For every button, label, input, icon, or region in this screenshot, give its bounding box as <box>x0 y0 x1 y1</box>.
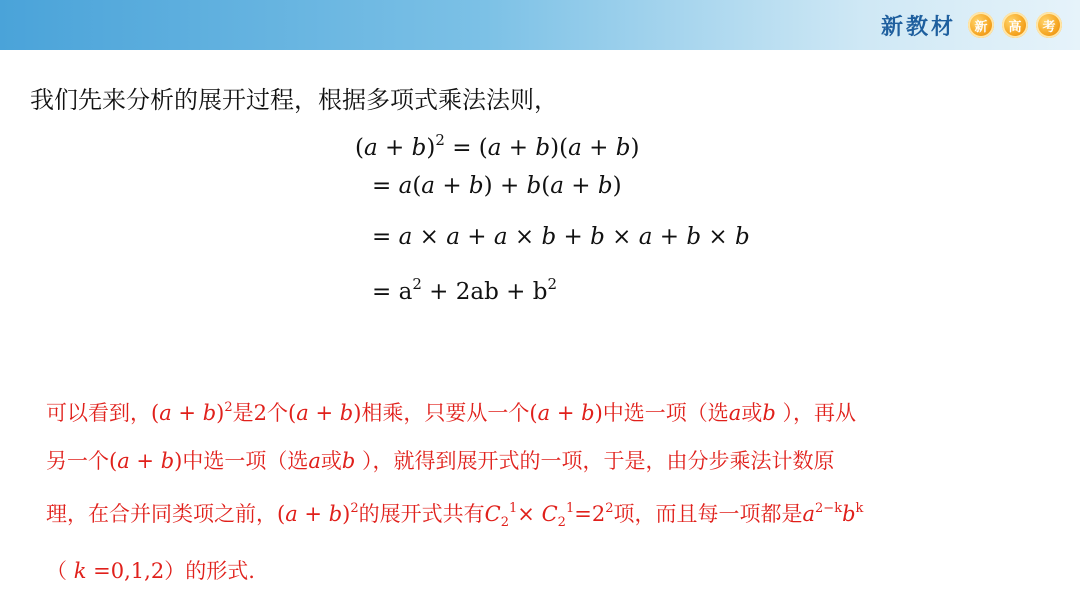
header-bar <box>0 0 1080 50</box>
badge-new-icon: 新 <box>968 12 994 38</box>
explanation-line-4: （ k =0,1,2）的形式. <box>46 559 255 584</box>
intro-text: 我们先来分析的展开过程，根据多项式乘法法则， <box>30 86 558 114</box>
brand-text: 新教材 <box>880 14 956 40</box>
explanation-line-2: 另一个(a + b)中选一项（选a或b ），就得到展开式的一项，于是，由分步乘法计数原 <box>46 449 835 473</box>
badge-exam-icon: 考 <box>1036 12 1062 38</box>
equation-line-4: = $a^2 + 2ab + b^2$ <box>372 275 558 305</box>
explanation-line-3: 理，在合并同类项之前，$(a + b)^2$的展开式共有$C_2^1\times C_2^1=2^2$项，而且每一项都是$a^{2-k}b^k$ <box>46 501 864 531</box>
badge-high-icon: 高 <box>1002 12 1028 38</box>
explanation-paragraph <box>46 384 1036 595</box>
equation-line-3: = a × a + a × b + b × a + b × b <box>372 224 750 250</box>
equation-line-2: = a(a + b) + b(a + b) <box>372 173 622 199</box>
equation-line-1: $(a + b)^2 = (a + b)(a + b)$ <box>355 131 640 161</box>
brand-logo <box>881 8 1062 42</box>
explanation-line-1: 可以看到，$(a + b)^2$是2个(a + b)相乘，只要从一个(a + b)中选一项（选a或b ），再从 <box>46 400 856 425</box>
